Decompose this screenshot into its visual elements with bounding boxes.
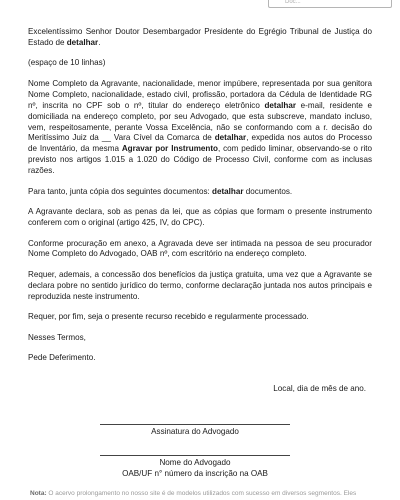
- lawyer-name: Nome do Advogado: [159, 458, 231, 467]
- placeholder-highlight: detalhar: [264, 100, 296, 110]
- place-date: Local, dia de mês de ano.: [273, 384, 366, 394]
- closing-request: Pede Deferimento.: [28, 353, 96, 363]
- spacing-note: (espaço de 10 linhas): [28, 58, 106, 68]
- footer-note: Nota: O acervo prolongamento no nosso site é de modelos utilizados com sucesso em diversos segmentos. Eles: [30, 490, 357, 497]
- placeholder-highlight: detalhar: [66, 37, 99, 47]
- search-box[interactable]: Doc...: [268, 0, 392, 8]
- declaration-paragraph: A Agravante declara, sob as penas da lei, que as cópias que formam o presente instrumento conferem com o original (artigo 425, IV, do CPC).: [28, 207, 372, 228]
- qualification-paragraph: Nome Completo da Agravante, nacionalidade, menor impúbere, representada por sua genitora Nome Completo, nacionalidade, estado civil, profissão, portadora da Cédula de Identidade RG nº, inscrita no CPF sob o nº, titular do endereço eletrônico detalhar e-mail, residente e domiciliada na endereço completo, por seu Advogado, que esta subscreve, mandato incluso, vem, respeitosamente, perante Vossa Excelência, não se conformando com a r. decisão do Meritíssimo Juiz da __ Vara Cível da Comarca de detalhar, expedida nos autos do Processo de Inventário, da mesma Agravar por Instrumento, com pedido liminar, observando-se o rito previsto nos artigos 1.015 a 1.020 do Código de Processo Civil, conforme com as inclusas razões.: [28, 78, 373, 176]
- free-justice-paragraph: Requer, ademais, a concessão dos benefícios da justiça gratuita, uma vez que a Agravante se declara pobre no sentido jurídico do termo, conforme declaração juntada nos autos principais e reproduzida neste instrumento.: [28, 269, 372, 301]
- document-body: [28, 27, 372, 395]
- action-highlight: Agravar por Instrumento: [121, 144, 218, 154]
- closing-terms: Nesses Termos,: [28, 332, 86, 342]
- lawyer-oab: OAB/UF n° número da inscrição na OAB: [122, 469, 268, 478]
- name-line: [100, 455, 290, 456]
- signature-line: [100, 424, 290, 425]
- signature-label: Assinatura do Advogado: [151, 427, 239, 436]
- addressee-paragraph: Excelentíssimo Senhor Doutor Desembargador Presidente do Egrégio Tribunal de Justiça do Estado de detalhar.: [28, 27, 372, 47]
- placeholder-highlight: detalhar: [214, 133, 247, 143]
- request-paragraph: Requer, por fim, seja o presente recurso recebido e regularmente processado.: [28, 312, 309, 322]
- power-of-attorney-paragraph: Conforme procuração em anexo, a Agravada deve ser intimada na pessoa de seu procurador Nome Completo do Advogado, OAB nº, com escritório na endereço completo.: [28, 238, 372, 259]
- placeholder-highlight: detalhar: [212, 186, 244, 196]
- documents-paragraph: Para tanto, junta cópia dos seguintes documentos: detalhar documentos.: [28, 186, 293, 196]
